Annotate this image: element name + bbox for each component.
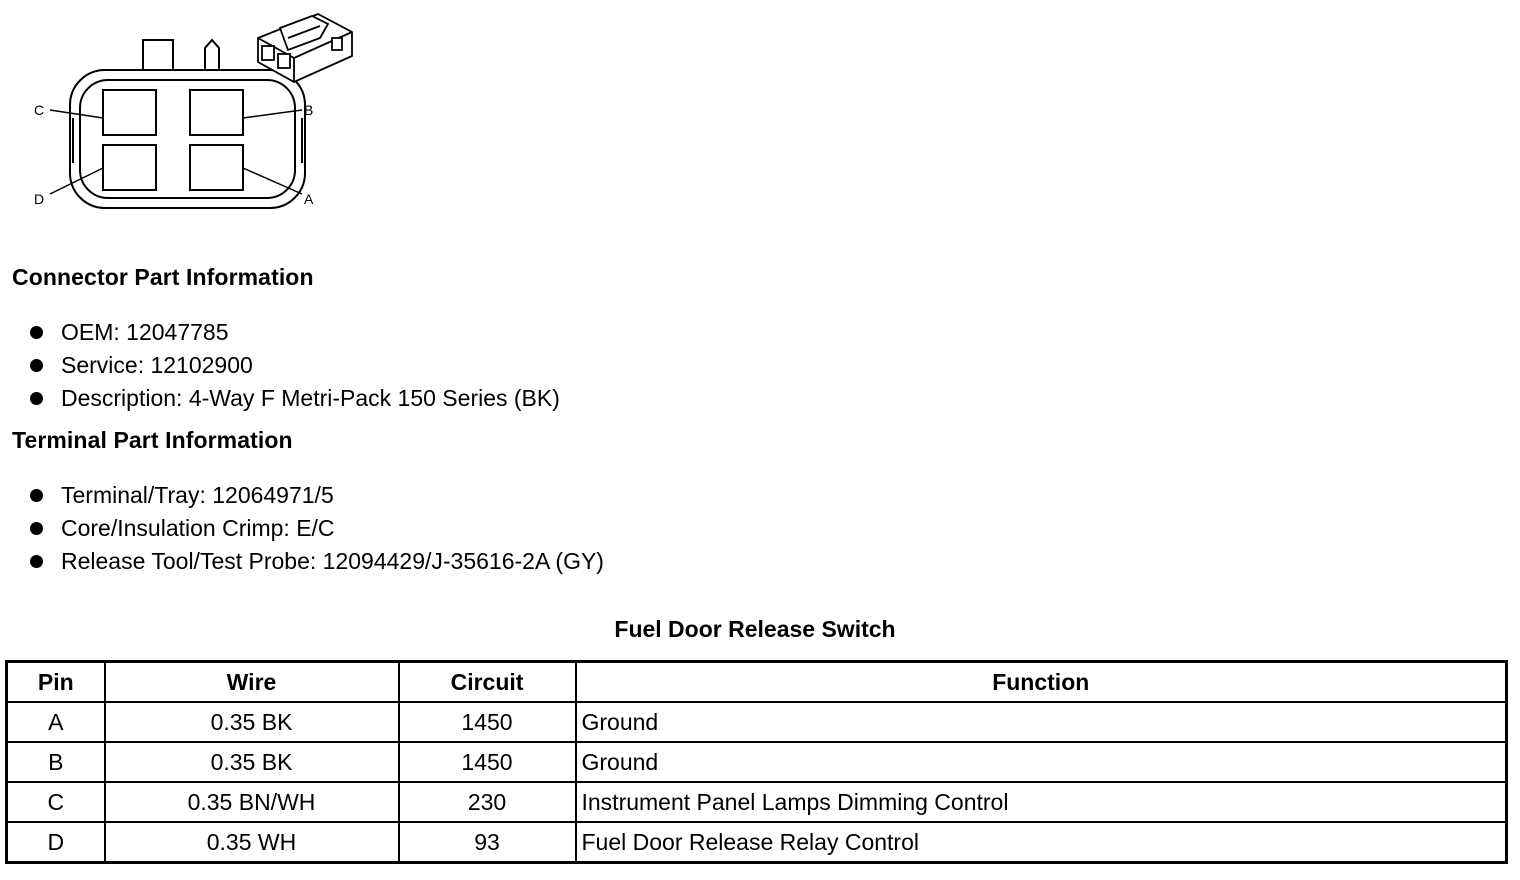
- table-title: Fuel Door Release Switch: [614, 616, 896, 642]
- header-wire: Wire: [105, 662, 399, 703]
- pin-label-b: B: [304, 102, 314, 118]
- cell-function: Ground: [576, 742, 1507, 782]
- table-row: [7, 702, 1507, 742]
- cell-circuit: 1450: [399, 742, 576, 782]
- header-circuit: Circuit: [399, 662, 576, 703]
- cell-function: Ground: [576, 702, 1507, 742]
- connector-part-info-list: [30, 316, 560, 415]
- connector-part-info-heading: Connector Part Information: [12, 264, 314, 290]
- header-pin: Pin: [7, 662, 105, 703]
- cell-circuit: 93: [399, 822, 576, 863]
- cell-pin: B: [7, 742, 105, 782]
- cell-circuit: 1450: [399, 702, 576, 742]
- connector-face-diagram: [30, 8, 370, 218]
- terminal-part-info-list: [30, 479, 604, 578]
- bullet-icon: [30, 489, 43, 502]
- cell-wire: 0.35 BN/WH: [105, 782, 399, 822]
- cell-pin: D: [7, 822, 105, 863]
- cell-function: Instrument Panel Lamps Dimming Control: [576, 782, 1507, 822]
- list-item: Description: 4-Way F Metri-Pack 150 Series (BK): [30, 382, 560, 415]
- bullet-icon: [30, 392, 43, 405]
- terminal-part-info-heading: Terminal Part Information: [12, 427, 293, 453]
- cell-wire: 0.35 BK: [105, 742, 399, 782]
- table-header-row: [7, 662, 1507, 703]
- cell-function: Fuel Door Release Relay Control: [576, 822, 1507, 863]
- bullet-icon: [30, 555, 43, 568]
- bullet-icon: [30, 326, 43, 339]
- pin-label-d: D: [34, 191, 45, 207]
- pin-label-c: C: [34, 102, 45, 118]
- list-item: Service: 12102900: [30, 349, 560, 382]
- list-item: Release Tool/Test Probe: 12094429/J-35616-2A (GY): [30, 545, 604, 578]
- cell-pin: A: [7, 702, 105, 742]
- table-row: [7, 822, 1507, 863]
- pin-label-a: A: [304, 191, 314, 207]
- bullet-icon: [30, 359, 43, 372]
- table-row: [7, 742, 1507, 782]
- list-item: OEM: 12047785: [30, 316, 560, 349]
- cell-wire: 0.35 WH: [105, 822, 399, 863]
- list-item: Terminal/Tray: 12064971/5: [30, 479, 604, 512]
- list-item: Core/Insulation Crimp: E/C: [30, 512, 604, 545]
- cell-wire: 0.35 BK: [105, 702, 399, 742]
- cell-circuit: 230: [399, 782, 576, 822]
- bullet-icon: [30, 522, 43, 535]
- header-function: Function: [576, 662, 1507, 703]
- pin-table: [5, 660, 1508, 864]
- table-row: [7, 782, 1507, 822]
- cell-pin: C: [7, 782, 105, 822]
